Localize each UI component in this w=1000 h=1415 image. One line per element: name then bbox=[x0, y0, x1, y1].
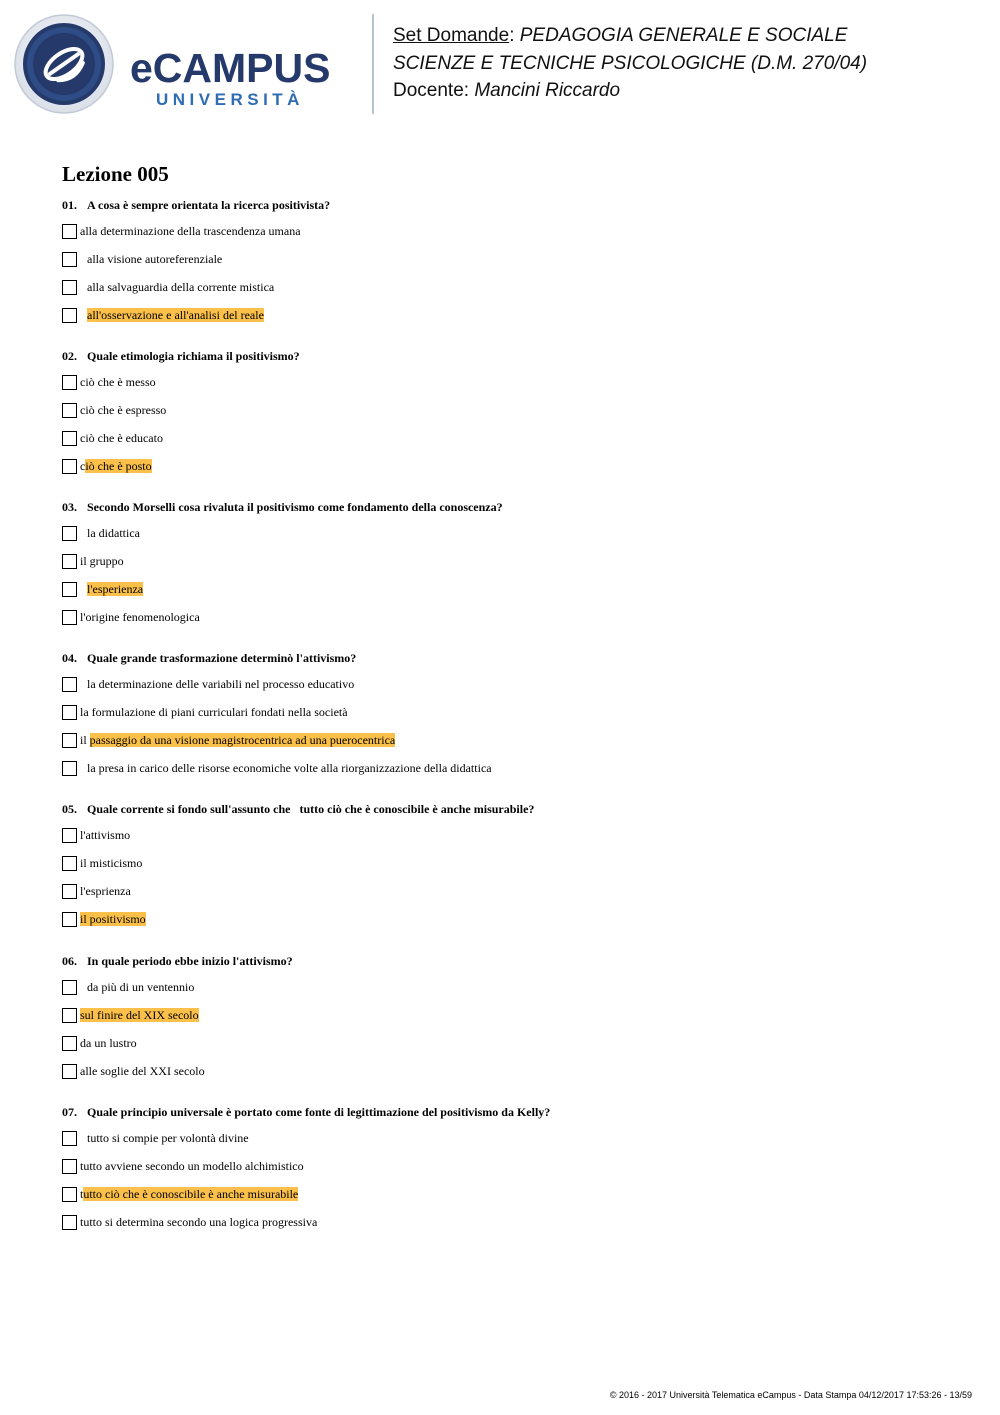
answer-option bbox=[62, 828, 534, 843]
question-text: Quale principio universale è portato come fonte di legittimazione del positivismo da Kelly? bbox=[87, 1105, 551, 1119]
answer-option bbox=[62, 1064, 293, 1079]
question-block bbox=[62, 349, 300, 474]
option-label: l'esprienza bbox=[80, 884, 131, 898]
answer-option bbox=[62, 403, 300, 418]
question-number: 05. bbox=[62, 802, 77, 816]
answer-checkbox[interactable] bbox=[62, 828, 77, 843]
answer-option bbox=[62, 610, 503, 625]
correct-answer-highlight: all'osservazione e all'analisi del reale bbox=[87, 308, 264, 322]
question-number: 06. bbox=[62, 954, 77, 968]
set-label: Set Domande bbox=[393, 25, 510, 46]
answer-checkbox[interactable] bbox=[62, 677, 77, 692]
option-label: l'origine fenomenologica bbox=[80, 610, 200, 624]
question-block bbox=[62, 198, 330, 323]
answer-checkbox[interactable] bbox=[62, 431, 77, 446]
correct-answer-highlight: passaggio da una visione magistrocentrica ad una puerocentrica bbox=[89, 733, 396, 747]
option-label: ciò che è espresso bbox=[80, 403, 167, 417]
answer-option bbox=[62, 554, 503, 569]
answer-option bbox=[62, 431, 300, 446]
answer-checkbox[interactable] bbox=[62, 1064, 77, 1079]
brand-subtitle: UNIVERSITÀ bbox=[156, 90, 304, 109]
answer-checkbox[interactable] bbox=[62, 733, 77, 748]
question-text: Quale grande trasformazione determinò l'attivismo? bbox=[87, 651, 357, 665]
answer-checkbox[interactable] bbox=[62, 610, 77, 625]
correct-answer-highlight: utto ciò che è conoscibile è anche misurabile bbox=[83, 1187, 299, 1201]
brand-name: eCAMPUS bbox=[130, 45, 331, 91]
answer-option bbox=[62, 1159, 550, 1174]
option-label: da un lustro bbox=[80, 1036, 137, 1050]
option-label: alla determinazione della trascendenza umana bbox=[80, 224, 301, 238]
question-title bbox=[62, 651, 356, 665]
option-label: ciò che è posto bbox=[80, 459, 152, 473]
answer-checkbox[interactable] bbox=[62, 1036, 77, 1051]
option-label: la didattica bbox=[87, 526, 140, 540]
answer-checkbox[interactable] bbox=[62, 761, 77, 776]
set-line: Set Domande: PEDAGOGIA GENERALE E SOCIALE bbox=[393, 25, 848, 46]
answer-option bbox=[62, 375, 300, 390]
question-text: Quale etimologia richiama il positivismo? bbox=[87, 349, 300, 363]
option-label bbox=[87, 582, 143, 597]
question-title bbox=[62, 500, 503, 514]
answer-checkbox[interactable] bbox=[62, 280, 77, 295]
question-title bbox=[62, 1105, 550, 1119]
question-text: Secondo Morselli cosa rivaluta il positivismo come fondamento della conoscenza? bbox=[87, 500, 503, 514]
answer-option bbox=[62, 856, 534, 871]
answer-checkbox[interactable] bbox=[62, 459, 77, 474]
answer-checkbox[interactable] bbox=[62, 980, 77, 995]
answer-option-correct bbox=[62, 308, 330, 323]
option-label: tutto ciò che è conoscibile è anche misurabile bbox=[80, 1187, 299, 1201]
question-block bbox=[62, 1105, 550, 1230]
answer-checkbox[interactable] bbox=[62, 252, 77, 267]
answer-checkbox[interactable] bbox=[62, 308, 77, 323]
correct-answer-highlight: il positivismo bbox=[80, 912, 146, 926]
correct-answer-highlight: iò che è posto bbox=[85, 459, 152, 473]
answer-option-correct bbox=[62, 1187, 550, 1202]
answer-option-correct bbox=[62, 733, 396, 748]
option-label: la presa in carico delle risorse economiche volte alla riorganizzazione della didattica bbox=[87, 761, 492, 775]
question-title bbox=[62, 802, 534, 816]
question-number: 04. bbox=[62, 651, 77, 665]
option-label: da più di un ventennio bbox=[87, 980, 195, 994]
answer-option bbox=[62, 1036, 293, 1051]
question-title bbox=[62, 198, 330, 212]
question-block bbox=[62, 500, 503, 625]
answer-checkbox[interactable] bbox=[62, 224, 77, 239]
answer-option-correct bbox=[62, 582, 503, 597]
option-label: alla salvaguardia della corrente mistica bbox=[87, 280, 275, 294]
option-label bbox=[80, 912, 146, 927]
print-footer: © 2016 - 2017 Università Telematica eCampus - Data Stampa 04/12/2017 17:53:26 - 13/59 bbox=[609, 1390, 972, 1400]
option-label: l'attivismo bbox=[80, 828, 131, 842]
answer-option bbox=[62, 280, 330, 295]
lesson-title: Lezione 005 bbox=[62, 162, 169, 186]
option-label: il gruppo bbox=[80, 554, 124, 568]
answer-checkbox[interactable] bbox=[62, 526, 77, 541]
answer-checkbox[interactable] bbox=[62, 705, 77, 720]
answer-checkbox[interactable] bbox=[62, 582, 77, 597]
answer-checkbox[interactable] bbox=[62, 912, 77, 927]
question-block bbox=[62, 651, 492, 776]
answer-checkbox[interactable] bbox=[62, 1215, 77, 1230]
answer-option-correct bbox=[62, 912, 534, 927]
option-label: tutto si determina secondo una logica progressiva bbox=[80, 1215, 318, 1229]
option-label: alla visione autoreferenziale bbox=[87, 252, 223, 266]
question-block bbox=[62, 954, 293, 1079]
option-label: il misticismo bbox=[80, 856, 143, 870]
answer-checkbox[interactable] bbox=[62, 554, 77, 569]
option-label: la determinazione delle variabili nel processo educativo bbox=[87, 677, 355, 691]
question-title bbox=[62, 954, 293, 968]
answer-option bbox=[62, 705, 356, 720]
question-number: 02. bbox=[62, 349, 77, 363]
course-line-2-row bbox=[393, 50, 867, 78]
answer-option bbox=[62, 1215, 550, 1230]
question-text: In quale periodo ebbe inizio l'attivismo? bbox=[87, 954, 293, 968]
answer-checkbox[interactable] bbox=[62, 1131, 77, 1146]
option-label bbox=[87, 308, 264, 323]
answer-option bbox=[62, 884, 534, 899]
question-number: 07. bbox=[62, 1105, 77, 1119]
teacher-name: Mancini Riccardo bbox=[474, 80, 621, 101]
option-label: ciò che è messo bbox=[80, 375, 156, 389]
course-line-2: SCIENZE E TECNICHE PSICOLOGICHE (D.M. 270/04) bbox=[393, 52, 868, 74]
question-text: Quale corrente si fondo sull'assunto che tutto ciò che è conoscibile è anche misurabile? bbox=[87, 802, 535, 816]
answer-option-correct bbox=[62, 1008, 293, 1023]
answer-checkbox[interactable] bbox=[62, 1159, 77, 1174]
course-line-1: PEDAGOGIA GENERALE E SOCIALE bbox=[519, 25, 848, 46]
question-title bbox=[62, 349, 300, 363]
question-block bbox=[62, 802, 534, 927]
answer-option bbox=[62, 980, 293, 995]
option-label: tutto si compie per volontà divine bbox=[87, 1131, 249, 1145]
teacher-label: Docente bbox=[393, 80, 464, 101]
ecampus-logo bbox=[14, 14, 359, 114]
answer-checkbox[interactable] bbox=[62, 884, 77, 899]
option-label bbox=[80, 1008, 199, 1023]
question-number: 03. bbox=[62, 500, 77, 514]
option-label: ciò che è educato bbox=[80, 431, 163, 445]
option-label: la formulazione di piani curriculari fondati nella società bbox=[80, 705, 348, 719]
teacher-line: Docente: Mancini Riccardo bbox=[393, 80, 621, 101]
header-info bbox=[393, 22, 867, 105]
answer-option bbox=[62, 252, 330, 267]
question-number: 01. bbox=[62, 198, 77, 212]
answer-option bbox=[62, 526, 503, 541]
correct-answer-highlight: l'esperienza bbox=[87, 582, 144, 596]
answer-checkbox[interactable] bbox=[62, 403, 77, 418]
answer-checkbox[interactable] bbox=[62, 856, 77, 871]
answer-checkbox[interactable] bbox=[62, 1008, 77, 1023]
answer-option bbox=[62, 761, 492, 776]
option-label: tutto avviene secondo un modello alchimistico bbox=[80, 1159, 304, 1173]
answer-option-correct bbox=[62, 459, 300, 474]
seal-emblem-icon bbox=[15, 15, 113, 113]
question-text: A cosa è sempre orientata la ricerca positivista? bbox=[87, 198, 331, 212]
answer-checkbox[interactable] bbox=[62, 375, 77, 390]
answer-option bbox=[62, 1131, 550, 1146]
correct-answer-highlight: sul finire del XIX secolo bbox=[80, 1008, 199, 1022]
answer-checkbox[interactable] bbox=[62, 1187, 77, 1202]
header-divider bbox=[372, 14, 374, 114]
answer-option bbox=[62, 677, 356, 692]
answer-option bbox=[62, 224, 330, 239]
option-label: il passaggio da una visione magistrocentrica ad una puerocentrica bbox=[80, 733, 396, 747]
option-label: alle soglie del XXI secolo bbox=[80, 1064, 205, 1078]
